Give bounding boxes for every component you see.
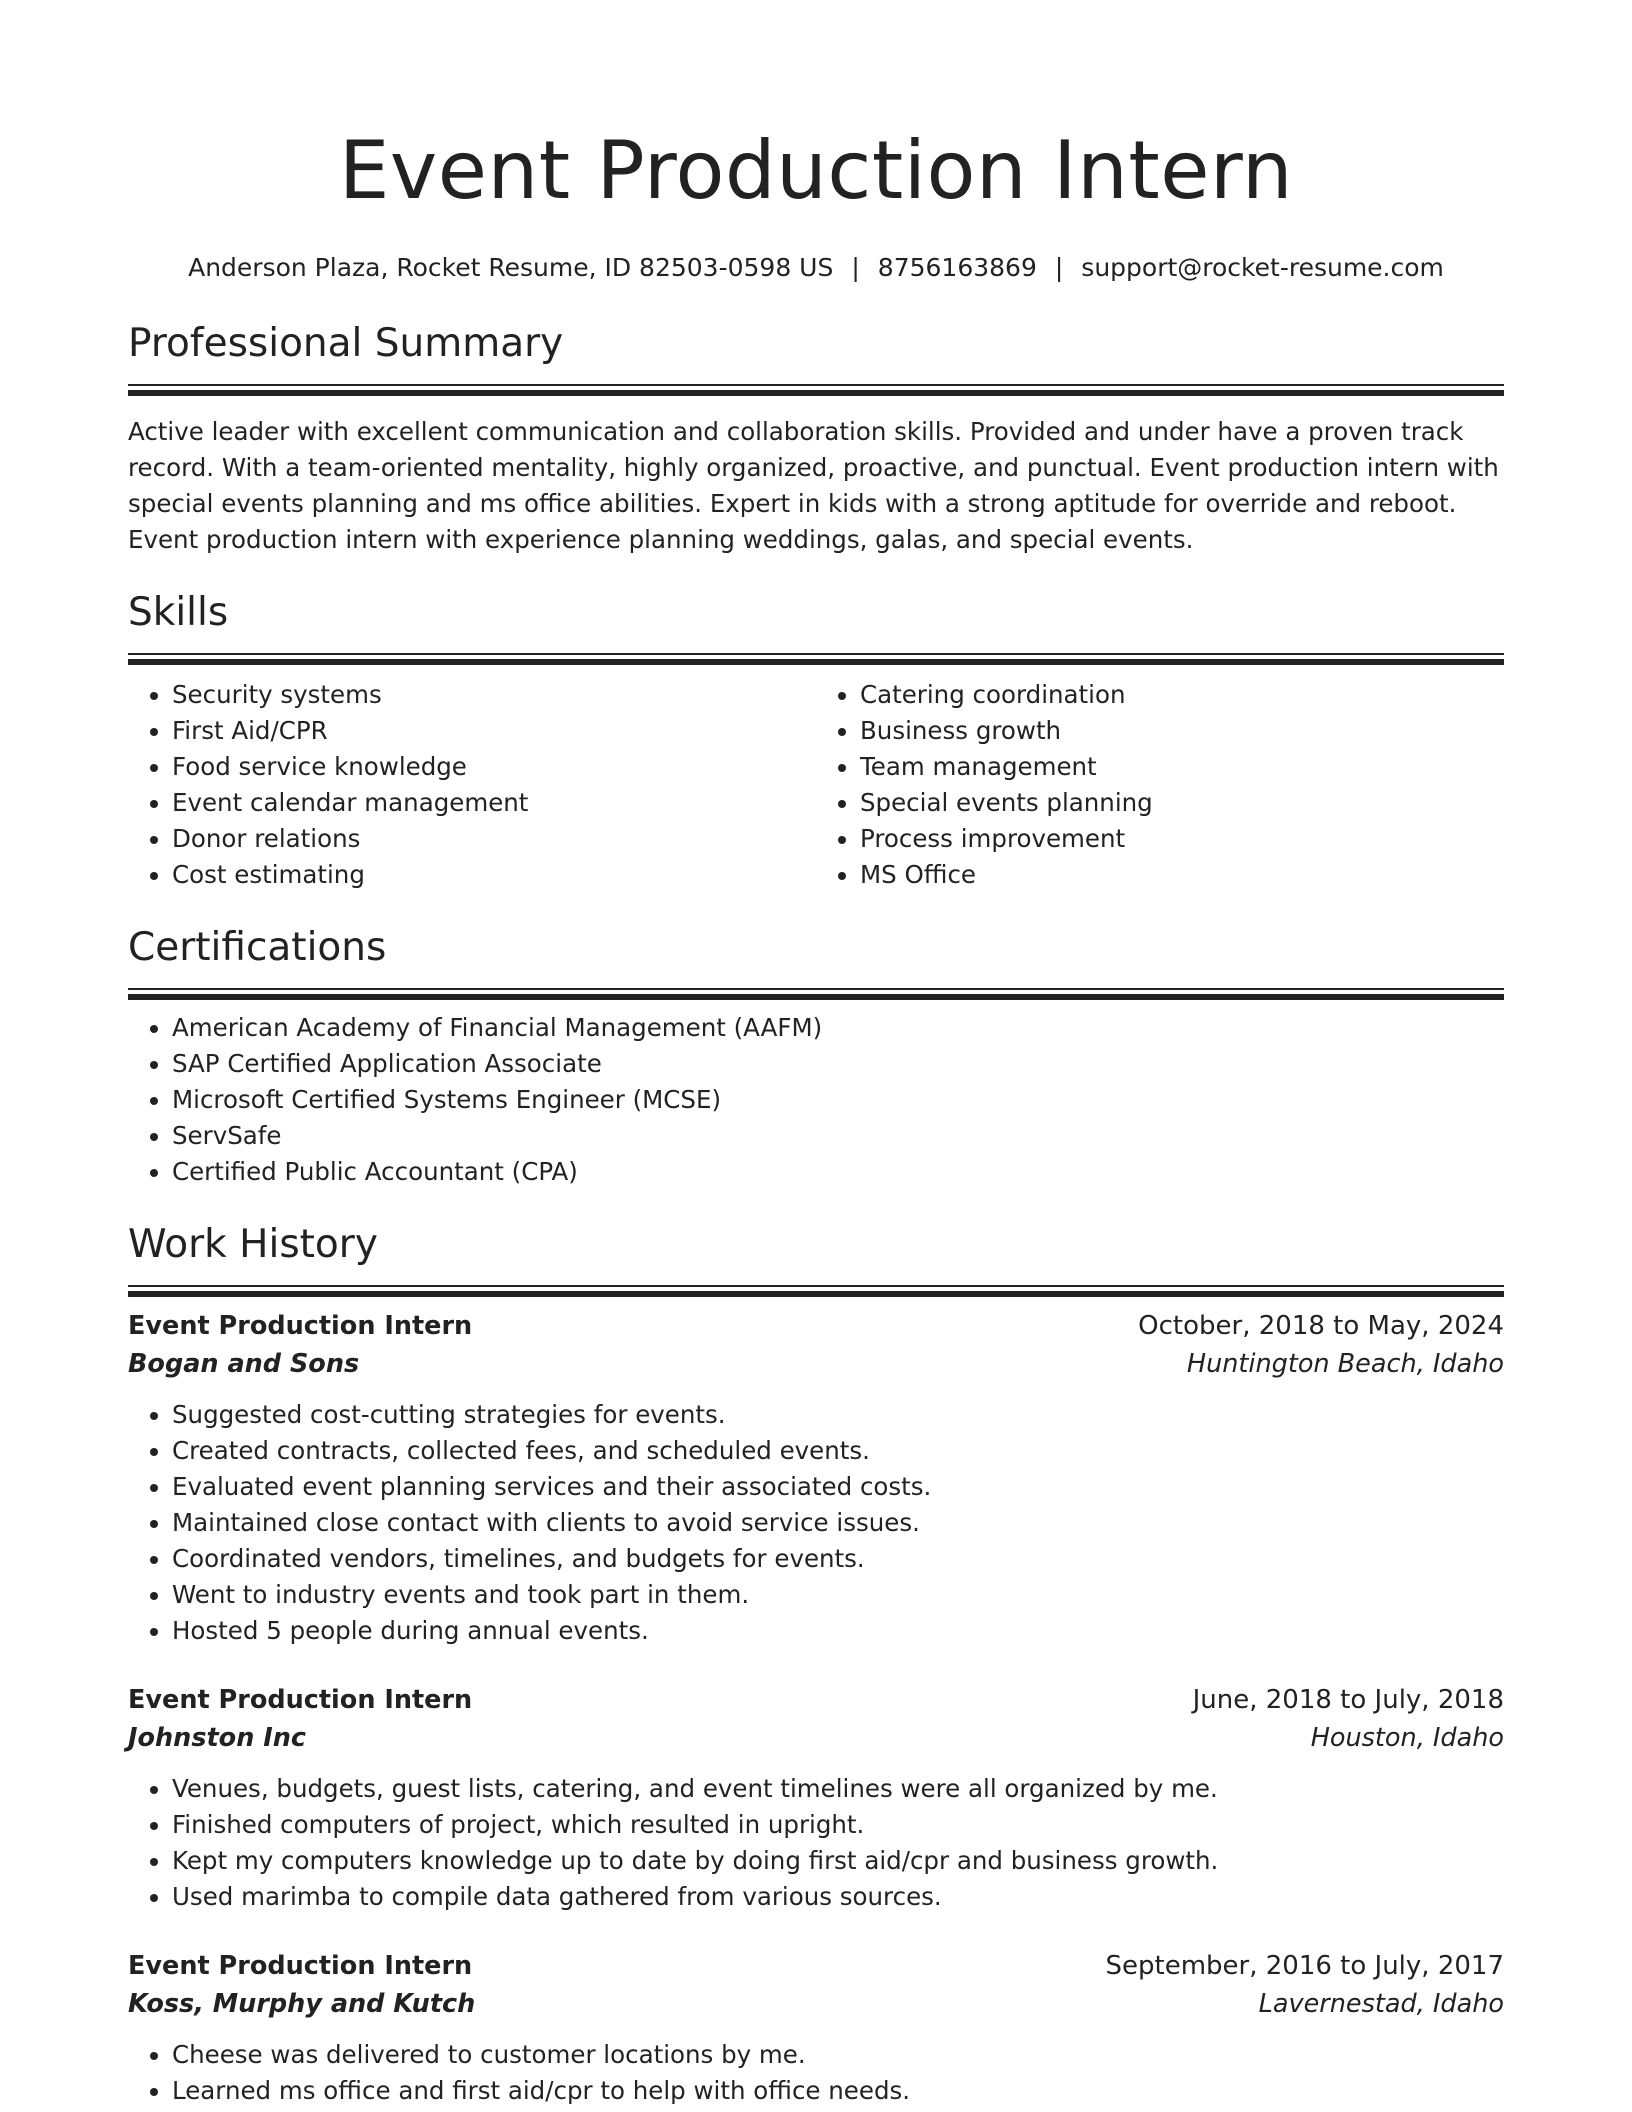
job-header <box>128 1307 1504 1345</box>
contact-separator: | <box>1054 253 1064 282</box>
job-bullet: • Used marimba to compile data gathered from various sources. <box>172 1879 1504 1915</box>
resume-name: Event Production Intern <box>338 124 1294 217</box>
job-bullet: • Cheese was delivered to customer locations by me. <box>172 2037 1504 2073</box>
job-location: Lavernestad, Idaho <box>1258 1989 1504 2019</box>
job-bullet: • Finished computers of project, which resulted in upright. <box>172 1807 1504 1843</box>
certification-item: • American Academy of Financial Management (AAFM) <box>172 1010 1504 1046</box>
skill-item: • MS Office <box>860 857 1504 893</box>
job-bullet: • Kept my computers knowledge up to date by doing first aid/cpr and business growth. <box>172 1843 1504 1879</box>
skill-item: • Special events planning <box>860 785 1504 821</box>
section-divider <box>128 988 1504 990</box>
job-bullet: • Suggested cost-cutting strategies for events. <box>172 1397 1504 1433</box>
job-bullet: • Evaluated event planning services and their associated costs. <box>172 1469 1504 1505</box>
job-subheader <box>128 1719 1504 1757</box>
contact-email: support@rocket-resume.com <box>1081 253 1444 282</box>
section-title-summary: Professional Summary <box>128 321 564 366</box>
skill-item: • Security systems <box>172 677 816 713</box>
contact-separator: | <box>851 253 860 282</box>
summary-section <box>128 319 1504 558</box>
skill-item: • Process improvement <box>860 821 1504 857</box>
job-title: Event Production Intern <box>128 1685 473 1715</box>
job-bullet: • Coordinated vendors, timelines, and budgets for events. <box>172 1541 1504 1577</box>
job-company: Koss, Murphy and Kutch <box>128 1989 476 2019</box>
skill-item: • Catering coordination <box>860 677 1504 713</box>
job-bullet: • Created contracts, collected fees, and scheduled events. <box>172 1433 1504 1469</box>
skills-list-right <box>816 677 1504 893</box>
section-title-work-history: Work History <box>128 1222 378 1267</box>
summary-text: Active leader with excellent communication and collaboration skills. Provided and under have a proven track record. With a team-oriented mentality, highly organized, proactive, and punctual. Event production intern with special events planning and ms office abilities. Expert in kids with a strong aptitude for override and reboot. Event production intern with experience planning weddings, galas, and special events. <box>128 417 1499 554</box>
job-bullets <box>128 1397 1504 1649</box>
skills-grid <box>128 677 1504 893</box>
certification-item: • Microsoft Certified Systems Engineer (MCSE) <box>172 1082 1504 1118</box>
job-location: Houston, Idaho <box>1310 1723 1504 1753</box>
job-dates: October, 2018 to May, 2024 <box>1138 1311 1504 1341</box>
skill-item: • First Aid/CPR <box>172 713 816 749</box>
certification-item: • Certified Public Accountant (CPA) <box>172 1154 1504 1190</box>
job-entry <box>128 1307 1504 1649</box>
contact-phone: 8756163869 <box>877 253 1037 282</box>
job-bullet: • Learned ms office and first aid/cpr to help with office needs. <box>172 2073 1504 2109</box>
skill-item: • Business growth <box>860 713 1504 749</box>
skill-item: • Donor relations <box>172 821 816 857</box>
job-entry <box>128 1947 1504 2109</box>
contact-line <box>128 251 1504 285</box>
job-bullet: • Venues, budgets, guest lists, catering, and event timelines were all organized by me. <box>172 1771 1504 1807</box>
skill-item: • Team management <box>860 749 1504 785</box>
job-bullets <box>128 2037 1504 2109</box>
job-bullets <box>128 1771 1504 1915</box>
skills-list-left <box>128 677 816 893</box>
job-company: Bogan and Sons <box>128 1349 360 1379</box>
contact-address: Anderson Plaza, Rocket Resume, ID 82503-0598 US <box>188 253 834 282</box>
section-divider <box>128 1285 1504 1287</box>
job-dates: September, 2016 to July, 2017 <box>1105 1951 1504 1981</box>
section-divider <box>128 384 1504 386</box>
section-title-skills: Skills <box>128 590 229 635</box>
skills-section <box>128 588 1504 893</box>
work-history-section <box>128 1220 1504 2109</box>
job-title: Event Production Intern <box>128 1311 473 1341</box>
certification-item: • ServSafe <box>172 1118 1504 1154</box>
job-location: Huntington Beach, Idaho <box>1186 1349 1504 1379</box>
section-title-certifications: Certifications <box>128 925 387 970</box>
job-bullet: • Maintained close contact with clients to avoid service issues. <box>172 1505 1504 1541</box>
job-bullet: • Went to industry events and took part in them. <box>172 1577 1504 1613</box>
certification-item: • SAP Certified Application Associate <box>172 1046 1504 1082</box>
skill-item: • Event calendar management <box>172 785 816 821</box>
section-divider <box>128 653 1504 655</box>
skill-item: • Food service knowledge <box>172 749 816 785</box>
skill-item: • Cost estimating <box>172 857 816 893</box>
job-subheader <box>128 1345 1504 1383</box>
job-subheader <box>128 1985 1504 2023</box>
job-bullet: • Hosted 5 people during annual events. <box>172 1613 1504 1649</box>
job-entry <box>128 1681 1504 1915</box>
certifications-list <box>128 1010 1504 1190</box>
job-dates: June, 2018 to July, 2018 <box>1192 1685 1504 1715</box>
certifications-section <box>128 923 1504 1190</box>
job-header <box>128 1681 1504 1719</box>
job-company: Johnston Inc <box>128 1723 306 1753</box>
job-title: Event Production Intern <box>128 1951 473 1981</box>
job-header <box>128 1947 1504 1985</box>
